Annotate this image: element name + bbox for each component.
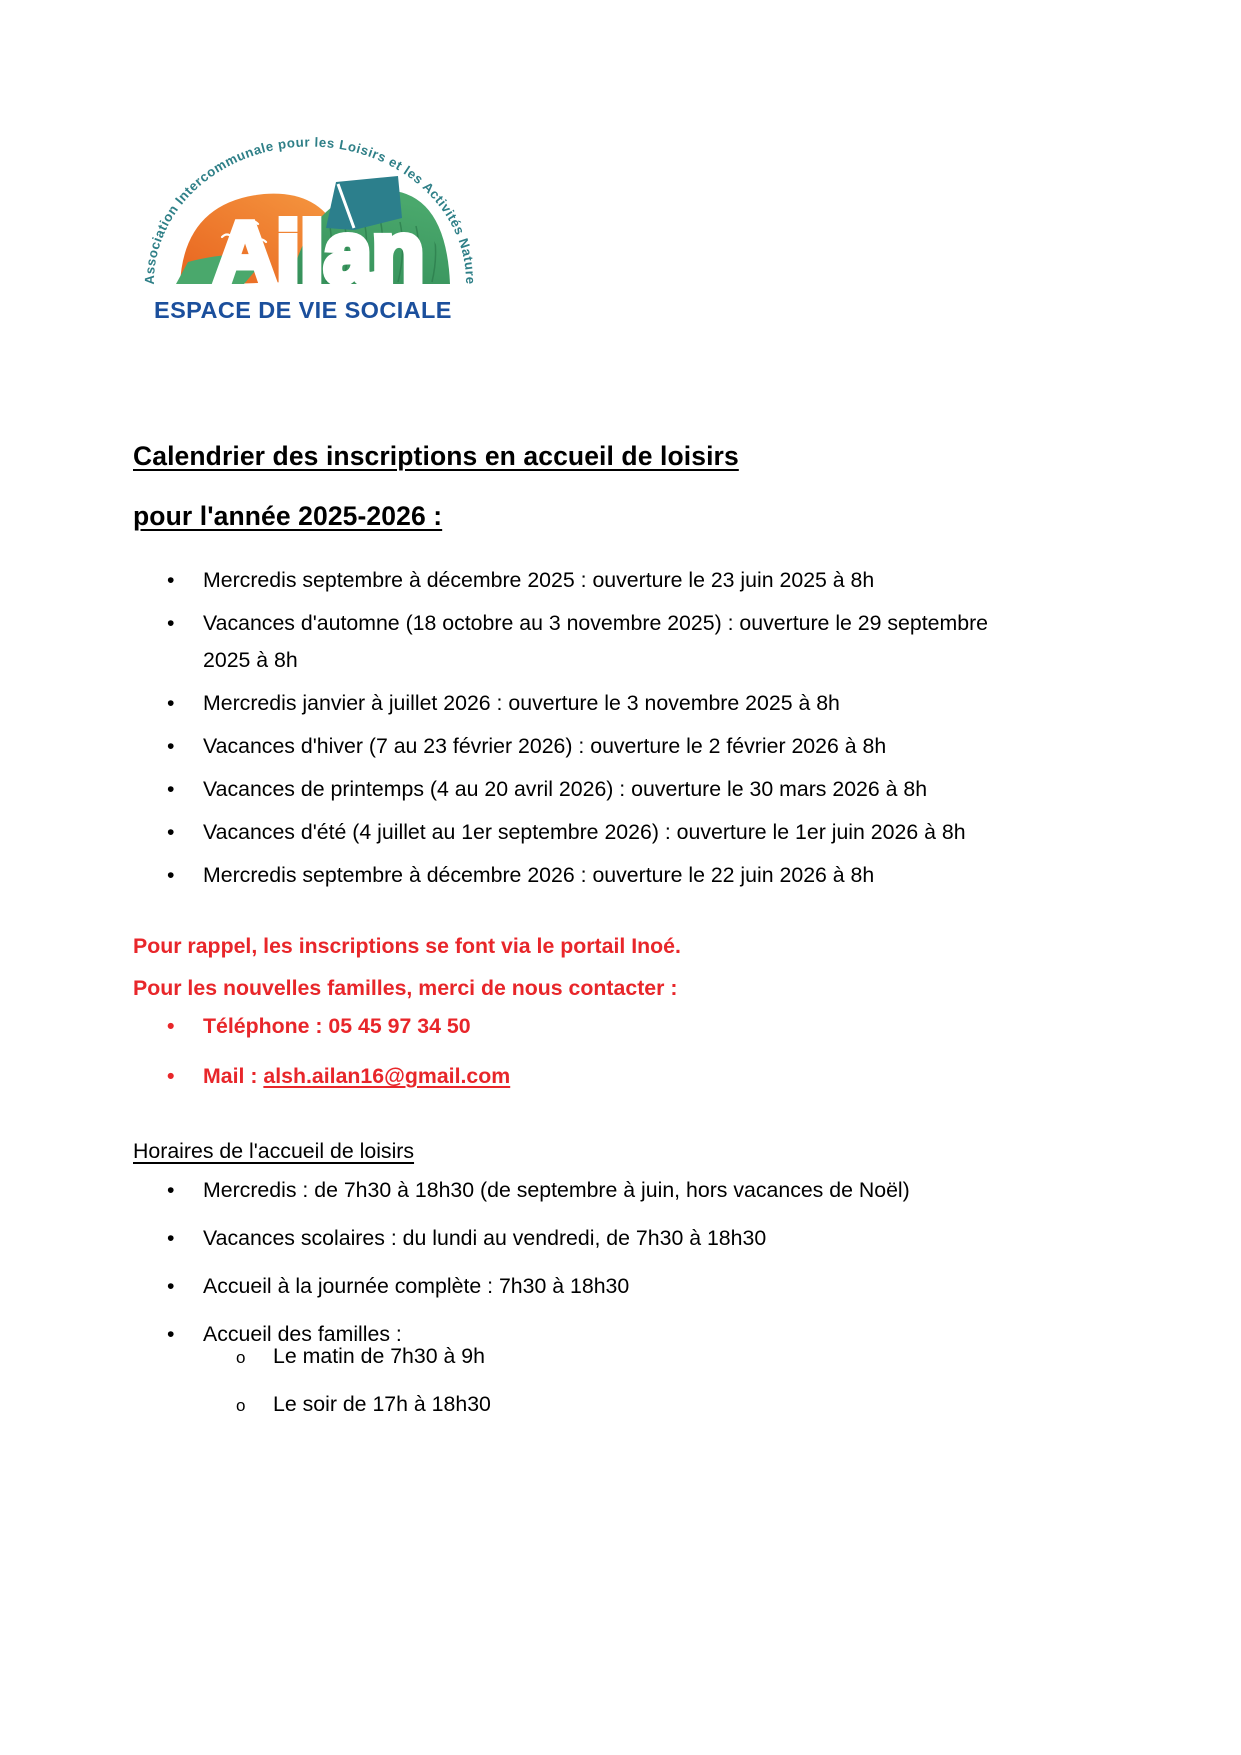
list-item-label: Mercredis : de 7h30 à 18h30 (de septembre à juin, hors vacances de Noël) [203,1178,910,1202]
bullet-icon: • [167,1322,175,1346]
list-item-label: Mercredis septembre à décembre 2025 : ouverture le 23 juin 2025 à 8h [203,568,875,592]
list-item [133,1386,893,1423]
list-item-label: Vacances scolaires : du lundi au vendredi, de 7h30 à 18h30 [203,1226,767,1250]
contact-phone-value: 05 45 97 34 50 [328,1014,471,1038]
list-item [133,814,1013,851]
list-item [133,771,1013,808]
bullet-icon: • [167,568,175,592]
list-item-label: Vacances de printemps (4 au 20 avril 2026) : ouverture le 30 mars 2026 à 8h [203,777,928,801]
page-title-line-2: pour l'année 2025-2026 : [133,500,443,531]
hours-heading: Horaires de l'accueil de loisirs [133,1139,415,1163]
ailan-logo-icon [140,132,480,332]
contact-mail-label: Mail : [203,1064,264,1088]
bullet-icon: • [167,777,175,801]
page-title-line-1: Calendrier des inscriptions en accueil de loisirs [133,440,739,471]
list-item [133,685,1013,722]
list-item [133,1172,1013,1209]
list-item-label: Accueil des familles : [203,1322,402,1346]
contact-mail-link[interactable]: alsh.ailan16@gmail.com [263,1064,511,1088]
list-item [133,1220,1013,1257]
bullet-icon: • [167,1014,175,1038]
bullet-icon: • [167,1178,175,1202]
list-item [133,1268,1013,1305]
list-item-label: Le matin de 7h30 à 9h [273,1344,485,1368]
notice-portal-reminder: Pour rappel, les inscriptions se font via le portail Inoé. [133,934,681,958]
logo-arc-text: Association Intercommunale pour les Loisirs et les Activités Nature [141,134,479,285]
list-item [133,728,1013,765]
page-title [133,426,1093,546]
bullet-icon: • [167,734,175,758]
list-item-label: Vacances d'automne (18 octobre au 3 novembre 2025) : ouverture le 29 septembre 2025 à 8h [203,611,989,672]
logo-wordmark: Ailan [214,205,425,301]
bullet-icon: • [167,1064,175,1088]
sub-bullet-icon: o [236,1348,246,1367]
list-item-label: Mercredis septembre à décembre 2026 : ouverture le 22 juin 2026 à 8h [203,863,875,887]
contact-phone-item [133,1008,893,1045]
list-item [133,857,1013,894]
bullet-icon: • [167,1226,175,1250]
list-item [133,605,1013,679]
contact-phone-label: Téléphone : [203,1014,329,1038]
bullet-icon: • [167,820,175,844]
contact-mail-item [133,1058,893,1095]
list-item-label: Vacances d'été (4 juillet au 1er septembre 2026) : ouverture le 1er juin 2026 à 8h [203,820,966,844]
bullet-icon: • [167,863,175,887]
contact-list [133,1008,893,1108]
bullet-icon: • [167,691,175,715]
list-item [133,1338,893,1375]
family-welcome-sublist [133,1338,893,1434]
opening-hours-list [133,1172,1013,1364]
list-item-label: Le soir de 17h à 18h30 [273,1392,491,1416]
bullet-icon: • [167,1274,175,1298]
list-item [133,562,1013,599]
list-item-label: Accueil à la journée complète : 7h30 à 18h30 [203,1274,630,1298]
sub-bullet-icon: o [236,1396,246,1415]
ailan-logo [140,132,480,332]
notice-new-families: Pour les nouvelles familles, merci de nous contacter : [133,976,678,1000]
registration-schedule-list [133,562,1013,900]
list-item-label: Mercredis janvier à juillet 2026 : ouverture le 3 novembre 2025 à 8h [203,691,840,715]
logo-tagline: ESPACE DE VIE SOCIALE [154,297,452,323]
bullet-icon: • [167,611,175,635]
list-item-label: Vacances d'hiver (7 au 23 février 2026) : ouverture le 2 février 2026 à 8h [203,734,887,758]
